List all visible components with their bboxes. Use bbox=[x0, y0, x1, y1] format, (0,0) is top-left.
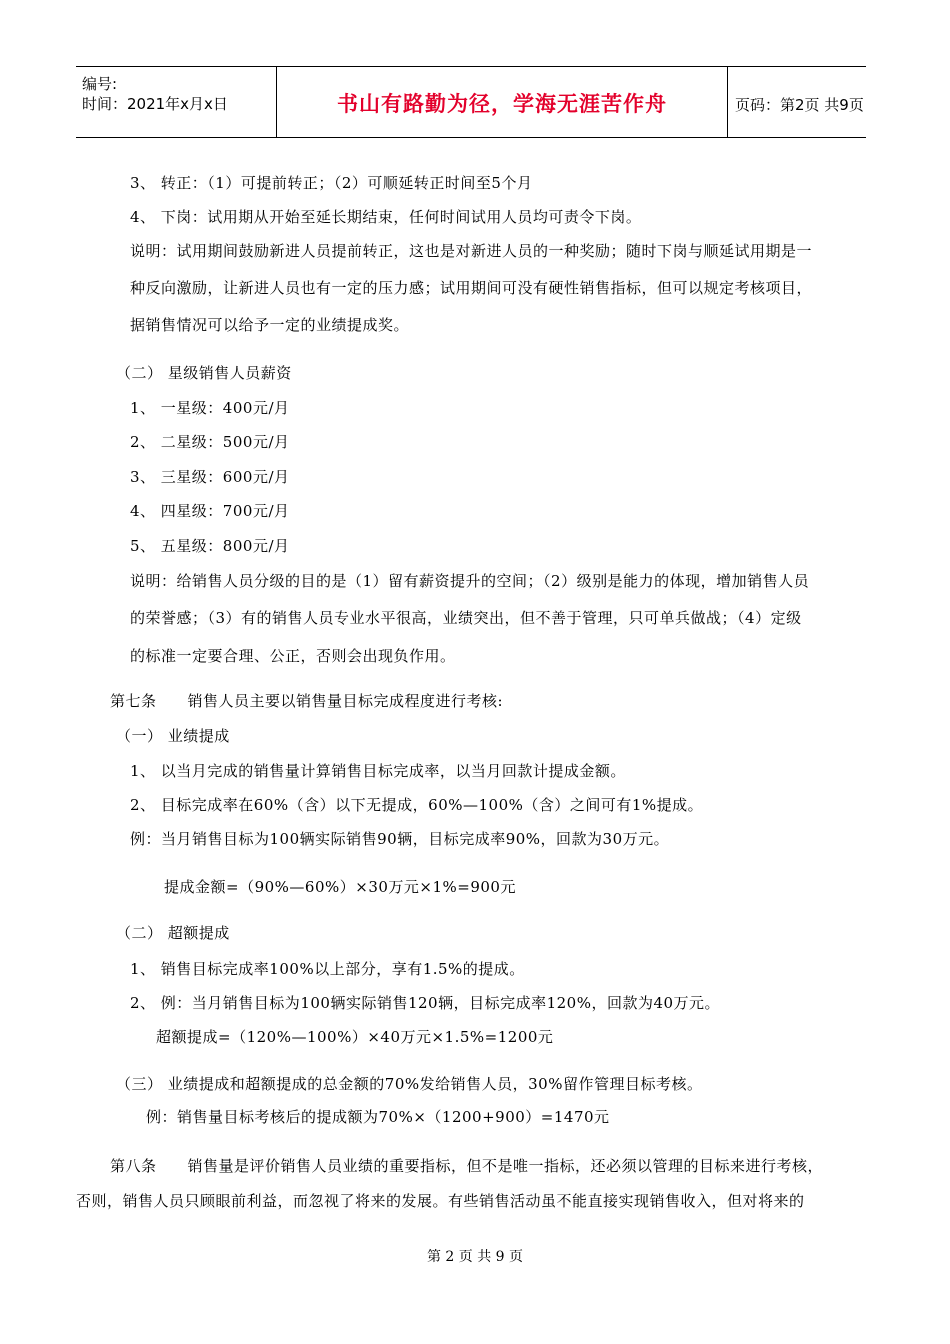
header-meta-cell bbox=[76, 67, 276, 137]
section-heading: （二） 超额提成 bbox=[116, 924, 230, 942]
list-item: 2、 二星级：500元/月 bbox=[130, 433, 290, 451]
text-line: 说明：给销售人员分级的目的是（1）留有薪资提升的空间；（2）级别是能力的体现，增加销售人员 bbox=[130, 572, 810, 590]
text-line: 例：销售量目标考核后的提成额为70%×（1200+900）=1470元 bbox=[146, 1108, 610, 1126]
section-heading: （二） 星级销售人员薪资 bbox=[116, 364, 292, 382]
list-item: 4、 四星级：700元/月 bbox=[130, 502, 290, 520]
list-item: 1、 一星级：400元/月 bbox=[130, 399, 290, 417]
number-label: 编号: bbox=[82, 75, 118, 93]
list-item: 5、 五星级：800元/月 bbox=[130, 537, 290, 555]
text-line: 否则，销售人员只顾眼前利益，而忽视了将来的发展。有些销售活动虽不能直接实现销售收入，但对将来的 bbox=[76, 1192, 805, 1210]
list-item: 2、 目标完成率在60%（含）以下无提成，60%—100%（含）之间可有1%提成。 bbox=[130, 796, 704, 814]
text-line: 例：当月销售目标为100辆实际销售90辆，目标完成率90%，回款为30万元。 bbox=[130, 830, 670, 848]
article-heading: 第七条 销售人员主要以销售量目标完成程度进行考核: bbox=[110, 692, 504, 710]
formula-line: 提成金额=（90%—60%）×30万元×1%=900元 bbox=[164, 878, 516, 896]
formula-line: 超额提成=（120%—100%）×40万元×1.5%=1200元 bbox=[156, 1028, 554, 1046]
list-item: 1、 以当月完成的销售量计算销售目标完成率，以当月回款计提成金额。 bbox=[130, 762, 626, 780]
text-line: 4、 下岗：试用期从开始至延长期结束，任何时间试用人员均可责令下岗。 bbox=[130, 208, 642, 226]
text-line: 的荣誉感；（3）有的销售人员专业水平很高，业绩突出，但不善于管理，只可单兵做战；（4）定级 bbox=[130, 609, 802, 627]
page-label: 页码：第2页 共9页 bbox=[735, 96, 864, 114]
text-line: 的标准一定要合理、公正，否则会出现负作用。 bbox=[130, 647, 456, 665]
document-header bbox=[76, 66, 866, 138]
motto: 书山有路勤为径，学海无涯苦作舟 bbox=[337, 92, 667, 116]
text-line: 说明：试用期间鼓励新进人员提前转正，这也是对新进人员的一种奖励；随时下岗与顺延试用期是一 bbox=[130, 242, 813, 260]
text-line: 3、 转正：（1）可提前转正；（2）可顺延转正时间至5个月 bbox=[130, 174, 533, 192]
section-heading: （三） 业绩提成和超额提成的总金额的70%发给销售人员，30%留作管理目标考核。 bbox=[116, 1075, 703, 1093]
list-item: 1、 销售目标完成率100%以上部分，享有1.5%的提成。 bbox=[130, 960, 525, 978]
header-motto-cell bbox=[276, 67, 728, 137]
list-item: 2、 例：当月销售目标为100辆实际销售120辆，目标完成率120%，回款为40万元。 bbox=[130, 994, 721, 1012]
article-heading: 第八条 销售量是评价销售人员业绩的重要指标，但不是唯一指标，还必须以管理的目标来进行考核， bbox=[110, 1157, 824, 1175]
list-item: 3、 三星级：600元/月 bbox=[130, 468, 290, 486]
header-page-cell bbox=[727, 67, 866, 137]
time-label: 时间：2021年x月x日 bbox=[82, 95, 228, 113]
text-line: 据销售情况可以给予一定的业绩提成奖。 bbox=[130, 316, 410, 334]
section-heading: （一） 业绩提成 bbox=[116, 727, 230, 745]
page-footer: 第 2 页 共 9 页 bbox=[426, 1249, 524, 1265]
text-line: 种反向激励，让新进人员也有一定的压力感；试用期间可没有硬性销售指标，但可以规定考核项目， bbox=[130, 279, 813, 297]
